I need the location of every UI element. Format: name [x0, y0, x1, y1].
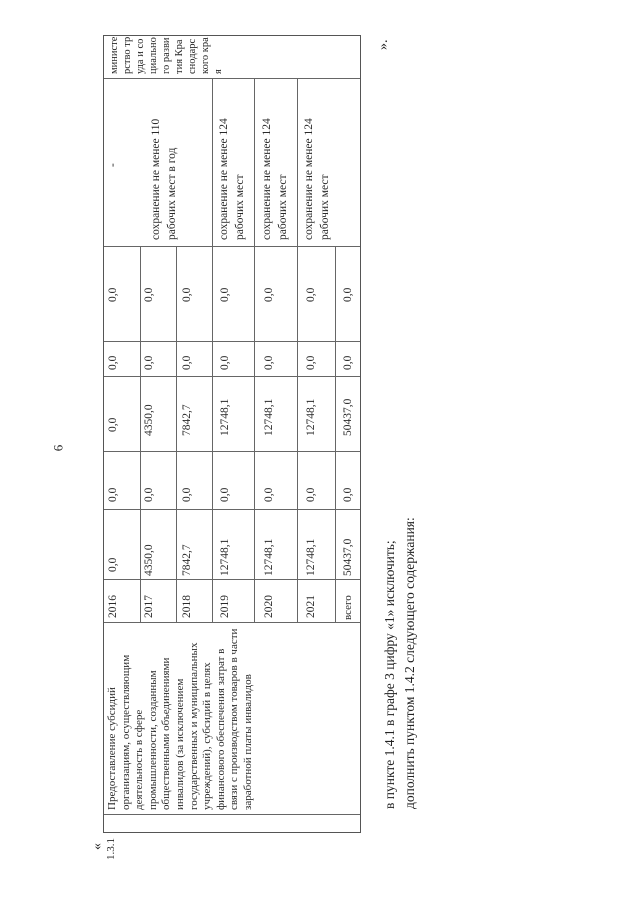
total-cell: 12748,1 [263, 538, 275, 576]
program-table [103, 35, 361, 860]
value-cell: 12748,1 [263, 398, 275, 436]
year-cell: 2018 [181, 595, 193, 618]
total-cell: 0,0 [107, 557, 119, 572]
page-number: 6 [50, 444, 66, 452]
year-cell: 2017 [143, 595, 155, 618]
quote-open: « [90, 843, 105, 850]
value-cell: 0,0 [263, 487, 275, 502]
value-cell: 0,0 [143, 355, 155, 370]
value-cell: 50437,0 [342, 398, 354, 436]
footer-line-1: в пункте 1.4.1 в графе 3 цифру «1» исключить; [382, 540, 397, 809]
footer-line-2: дополнить пунктом 1.4.2 следующего содержания: [402, 517, 417, 809]
value-cell: 0,0 [342, 287, 354, 302]
value-cell: 12748,1 [219, 398, 231, 436]
value-cell: 0,0 [263, 355, 275, 370]
value-cell: 0,0 [219, 287, 231, 302]
value-cell: 0,0 [143, 287, 155, 302]
value-cell: 0,0 [107, 487, 119, 502]
value-cell: 0,0 [305, 487, 317, 502]
total-cell: 12748,1 [305, 538, 317, 576]
value-cell: 0,0 [263, 287, 275, 302]
total-cell: 4350,0 [143, 544, 155, 576]
value-cell: 0,0 [181, 287, 193, 302]
result-cell: сохранение не менее 110 рабочих мест в год [150, 118, 178, 240]
value-cell: 0,0 [219, 355, 231, 370]
result-cell: сохранение не менее 124 рабочих мест [261, 118, 289, 240]
value-cell: 0,0 [219, 487, 231, 502]
value-cell: 0,0 [342, 487, 354, 502]
result-cell: - [107, 163, 119, 167]
total-cell: 50437,0 [342, 538, 354, 576]
year-cell: 2016 [107, 595, 119, 618]
value-cell: 0,0 [181, 355, 193, 370]
year-cell: всего [342, 595, 354, 620]
quote-close: ». [376, 39, 391, 50]
result-cell: сохранение не менее 124 рабочих мест [218, 118, 246, 240]
row-id: 1.3.1 [105, 838, 117, 860]
value-cell: 7842,7 [181, 404, 193, 436]
total-cell: 7842,7 [181, 544, 193, 576]
value-cell: 0,0 [107, 355, 119, 370]
value-cell: 0,0 [305, 287, 317, 302]
value-cell: 0,0 [181, 487, 193, 502]
year-cell: 2019 [219, 595, 231, 618]
value-cell: 0,0 [107, 287, 119, 302]
value-cell: 0,0 [107, 417, 119, 432]
result-cell: сохранение не менее 124 рабочих мест [303, 118, 331, 240]
value-cell: 0,0 [143, 487, 155, 502]
year-cell: 2020 [263, 595, 275, 618]
value-cell: 12748,1 [305, 398, 317, 436]
year-cell: 2021 [305, 595, 317, 618]
value-cell: 0,0 [305, 355, 317, 370]
value-cell: 0,0 [342, 355, 354, 370]
measure-description: Предоставление субсидий организациям, осуществляющим деятельность в сфере промышленности, созданным общественными объединениями инвалидов (за исключением государственных и муниципальных учреждений), субсидий в целях финансового обеспечения затрат в связи с производством товаров в части заработной платы инвалидов [106, 628, 254, 810]
responsible-cell: министерство труда и социального развития Краснодарского края [109, 36, 224, 74]
total-cell: 12748,1 [219, 538, 231, 576]
value-cell: 4350,0 [143, 404, 155, 436]
